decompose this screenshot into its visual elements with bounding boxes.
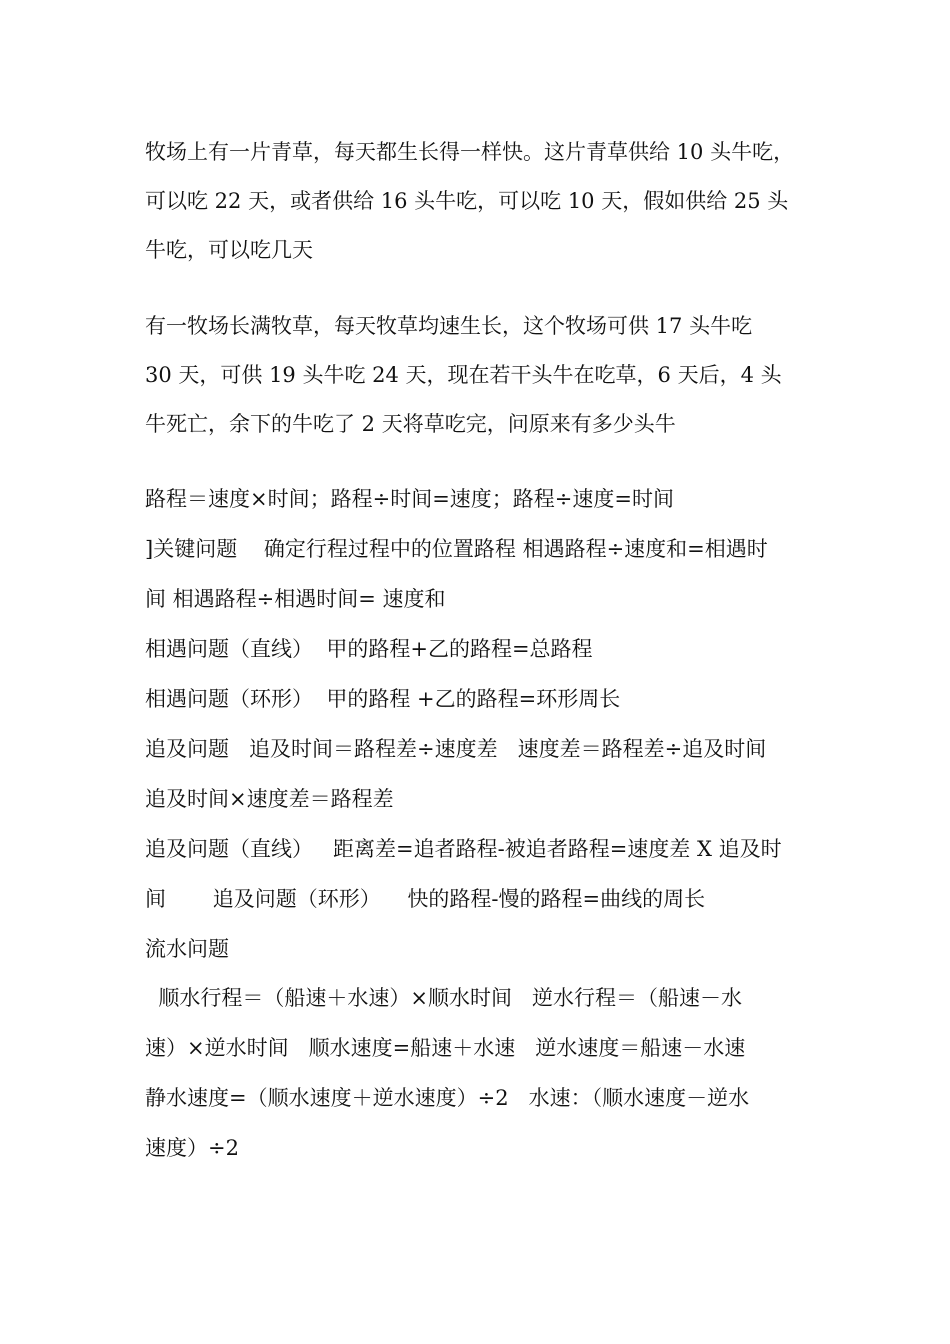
problem1-line: 牧场上有一片青草，每天都生长得一样快。这片青草供给 10 头牛吃， (145, 140, 795, 164)
formula-line: 顺水行程＝（船速＋水速）×顺水时间 逆水行程＝（船速－水 (145, 986, 742, 1010)
problem1-line: 牛吃，可以吃几天 (145, 238, 313, 262)
formula-line: 静水速度=（顺水速度＋逆水速度）÷2 水速：（顺水速度－逆水 (145, 1086, 750, 1110)
formula-line: 相遇问题（直线） 甲的路程+乙的路程=总路程 (145, 637, 593, 661)
problem2-line: 牛死亡，余下的牛吃了 2 天将草吃完，问原来有多少头牛 (145, 412, 676, 436)
problem2-line: 30 天，可供 19 头牛吃 24 天，现在若干头牛在吃草，6 天后，4 头 (145, 363, 782, 387)
formula-line: 追及问题（直线） 距离差=追者路程-被追者路程=速度差 X 追及时 (145, 837, 782, 861)
formula-line: 间 追及问题（环形） 快的路程-慢的路程=曲线的周长 (145, 887, 706, 911)
formula-line: 路程＝速度×时间；路程÷时间=速度；路程÷速度=时间 (145, 487, 674, 511)
problem1-line: 可以吃 22 天，或者供给 16 头牛吃，可以吃 10 天，假如供给 25 头 (145, 189, 789, 213)
problem2-line: 有一牧场长满牧草，每天牧草均速生长，这个牧场可供 17 头牛吃 (145, 314, 753, 338)
formula-line: 速）×逆水时间 顺水速度=船速＋水速 逆水速度＝船速－水速 (145, 1036, 746, 1060)
formula-line: 流水问题 (145, 937, 229, 961)
formula-line: 间 相遇路程÷相遇时间= 速度和 (145, 587, 446, 611)
formula-line: 相遇问题（环形） 甲的路程 +乙的路程=环形周长 (145, 687, 621, 711)
formula-line: 速度）÷2 (145, 1136, 239, 1160)
formula-line: 追及时间×速度差＝路程差 (145, 787, 394, 811)
formula-line: ]关键问题 确定行程过程中的位置路程 相遇路程÷速度和=相遇时 (145, 537, 768, 561)
formula-line: 追及问题 追及时间＝路程差÷速度差 速度差＝路程差÷追及时间 (145, 737, 767, 761)
